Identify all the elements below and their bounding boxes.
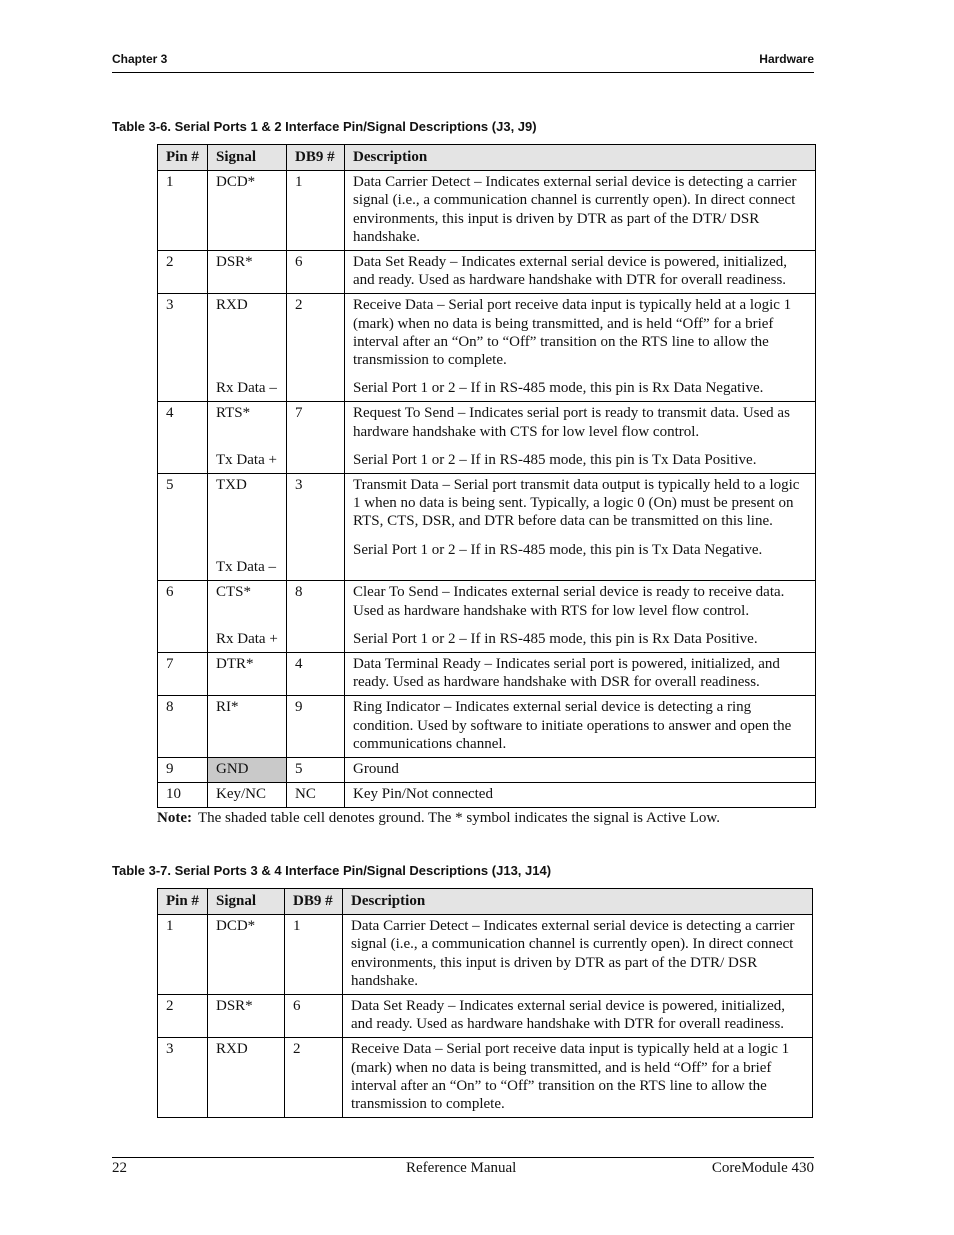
description-rs485: Serial Port 1 or 2 – If in RS-485 mode, this pin is Rx Data Positive.	[353, 630, 758, 647]
table-row	[158, 402, 816, 474]
table1	[157, 144, 816, 808]
pin-cell: 1	[158, 171, 208, 251]
signal-cell: RI*	[208, 696, 287, 758]
db9-cell: 1	[285, 915, 343, 995]
description-cell	[345, 581, 816, 653]
signal-rs485: Tx Data +	[216, 451, 277, 468]
table-row	[158, 294, 816, 402]
description-cell: Ring Indicator – Indicates external serial device is detecting a ring condition. Used by software to initiate operations to answer and open the communications channel.	[345, 696, 816, 758]
pin-cell: 3	[158, 294, 208, 402]
description-primary: Receive Data – Serial port receive data input is typically held at a logic 1 (mark) when no data is being transmitted, and is held “Off” for a brief interval after an “On” to “Off” transition on the RTS line to allow the transmission to complete.	[353, 297, 792, 369]
db9-cell: 3	[287, 474, 345, 581]
description-rs485: Serial Port 1 or 2 – If in RS-485 mode, this pin is Tx Data Negative.	[353, 541, 763, 558]
chapter-label: Chapter 3	[112, 52, 168, 66]
signal-cell	[208, 474, 287, 581]
pin-cell: 2	[158, 251, 208, 294]
table2	[157, 888, 813, 1118]
col-header-db9: DB9 #	[287, 145, 345, 171]
signal-cell: DTR*	[208, 653, 287, 696]
table1-header-row	[158, 145, 816, 171]
table-row	[158, 1038, 813, 1118]
table-row	[158, 696, 816, 758]
description-cell: Receive Data – Serial port receive data input is typically held at a logic 1 (mark) when no data is being transmitted, and is held “Off” for a brief interval after an “On” to “Off” transition on the RTS line to allow the transmission to complete.	[343, 1038, 813, 1118]
table-row	[158, 758, 816, 783]
product-name: CoreModule 430	[711, 1160, 814, 1176]
signal-cell: RXD	[208, 1038, 285, 1118]
description-cell: Data Carrier Detect – Indicates external serial device is detecting a carrier signal (i.e., a communication channel is currently open). In direct connect environments, this input is driven by DTR as part of the DTR/ DSR handshake.	[343, 915, 813, 995]
description-cell: Data Set Ready – Indicates external serial device is powered, initialized, and ready. Used as hardware handshake with DTR for overall readiness.	[343, 995, 813, 1038]
page-header	[112, 52, 814, 73]
description-cell: Ground	[345, 758, 816, 783]
table-row	[158, 653, 816, 696]
note-text: The shaded table cell denotes ground. The * symbol indicates the signal is Active Low.	[197, 810, 720, 826]
signal-cell: DCD*	[208, 171, 287, 251]
db9-cell: 1	[287, 171, 345, 251]
db9-cell: 6	[287, 251, 345, 294]
pin-cell: 7	[158, 653, 208, 696]
spacer	[216, 315, 281, 369]
description-rs485: Serial Port 1 or 2 – If in RS-485 mode, this pin is Rx Data Negative.	[353, 380, 764, 397]
signal-cell	[208, 402, 287, 474]
table-note	[157, 810, 720, 827]
description-rs485: Serial Port 1 or 2 – If in RS-485 mode, this pin is Tx Data Positive.	[353, 451, 757, 468]
table-row	[158, 581, 816, 653]
signal-cell	[208, 581, 287, 653]
db9-cell: NC	[287, 783, 345, 808]
col-header-description: Description	[345, 145, 816, 171]
signal-primary: RTS*	[216, 405, 251, 422]
pin-cell: 9	[158, 758, 208, 783]
signal-rs485: Rx Data –	[216, 379, 277, 396]
pin-cell: 3	[158, 1038, 208, 1118]
description-cell: Key Pin/Not connected	[345, 783, 816, 808]
table1-caption: Table 3-6. Serial Ports 1 & 2 Interface Pin/Signal Descriptions (J3, J9)	[112, 119, 537, 134]
db9-cell: 9	[287, 696, 345, 758]
description-primary: Clear To Send – Indicates external serial device is ready to receive data. Used as hardware handshake with RTS for low level flow control.	[353, 584, 785, 619]
signal-primary: TXD	[216, 477, 247, 494]
footer-title: Reference Manual	[406, 1160, 517, 1176]
description-cell: Data Terminal Ready – Indicates serial port is powered, initialized, and ready. Used as hardware handshake with DSR for overall readiness.	[345, 653, 816, 696]
description-cell: Data Set Ready – Indicates external serial device is powered, initialized, and ready. Used as hardware handshake with DTR for overall readiness.	[345, 251, 816, 294]
col-header-pin: Pin #	[158, 889, 208, 915]
spacer	[216, 602, 281, 620]
col-header-signal: Signal	[208, 145, 287, 171]
pin-cell: 6	[158, 581, 208, 653]
db9-cell: 4	[287, 653, 345, 696]
db9-cell: 6	[285, 995, 343, 1038]
signal-cell: DSR*	[208, 251, 287, 294]
table-row	[158, 171, 816, 251]
signal-cell-ground-shaded: GND	[208, 758, 287, 783]
col-header-pin: Pin #	[158, 145, 208, 171]
table-row	[158, 783, 816, 808]
table-row	[158, 915, 813, 995]
pin-cell: 4	[158, 402, 208, 474]
pin-cell: 2	[158, 995, 208, 1038]
description-cell	[345, 402, 816, 474]
signal-cell: DCD*	[208, 915, 285, 995]
db9-cell: 5	[287, 758, 345, 783]
spacer	[216, 494, 281, 548]
description-cell: Data Carrier Detect – Indicates external serial device is detecting a carrier signal (i.e., a communication channel is currently open). In direct connect environments, this input is driven by DTR as part of the DTR/ DSR handshake.	[345, 171, 816, 251]
signal-cell: Key/NC	[208, 783, 287, 808]
signal-primary: RXD	[216, 297, 248, 314]
db9-cell: 8	[287, 581, 345, 653]
signal-cell: DSR*	[208, 995, 285, 1038]
col-header-description: Description	[343, 889, 813, 915]
description-cell	[345, 474, 816, 581]
db9-cell: 2	[285, 1038, 343, 1118]
page-footer	[112, 1157, 814, 1182]
description-primary: Request To Send – Indicates serial port is ready to transmit data. Used as hardware handshake with CTS for low level flow control.	[353, 405, 790, 440]
description-primary: Transmit Data – Serial port transmit data output is typically held to a logic 1 when no data is being sent. Typically, a logic 0 (On) must be present on RTS, CTS, DSR, and DTR before data can be transmitted on this line.	[353, 477, 800, 530]
table-row	[158, 474, 816, 581]
pin-cell: 1	[158, 915, 208, 995]
note-label: Note:	[157, 810, 192, 826]
spacer	[216, 423, 281, 441]
signal-rs485: Rx Data +	[216, 630, 278, 647]
db9-cell: 2	[287, 294, 345, 402]
table-row	[158, 995, 813, 1038]
col-header-signal: Signal	[208, 889, 285, 915]
db9-cell: 7	[287, 402, 345, 474]
signal-rs485: Tx Data –	[216, 559, 276, 576]
table2-caption: Table 3-7. Serial Ports 3 & 4 Interface Pin/Signal Descriptions (J13, J14)	[112, 863, 552, 878]
signal-primary: CTS*	[216, 584, 252, 601]
pin-cell: 5	[158, 474, 208, 581]
col-header-db9: DB9 #	[285, 889, 343, 915]
pin-cell: 10	[158, 783, 208, 808]
description-cell	[345, 294, 816, 402]
table-row	[158, 251, 816, 294]
pin-cell: 8	[158, 696, 208, 758]
signal-cell	[208, 294, 287, 402]
section-label: Hardware	[759, 52, 814, 66]
page-number: 22	[112, 1160, 127, 1176]
table2-header-row	[158, 889, 813, 915]
